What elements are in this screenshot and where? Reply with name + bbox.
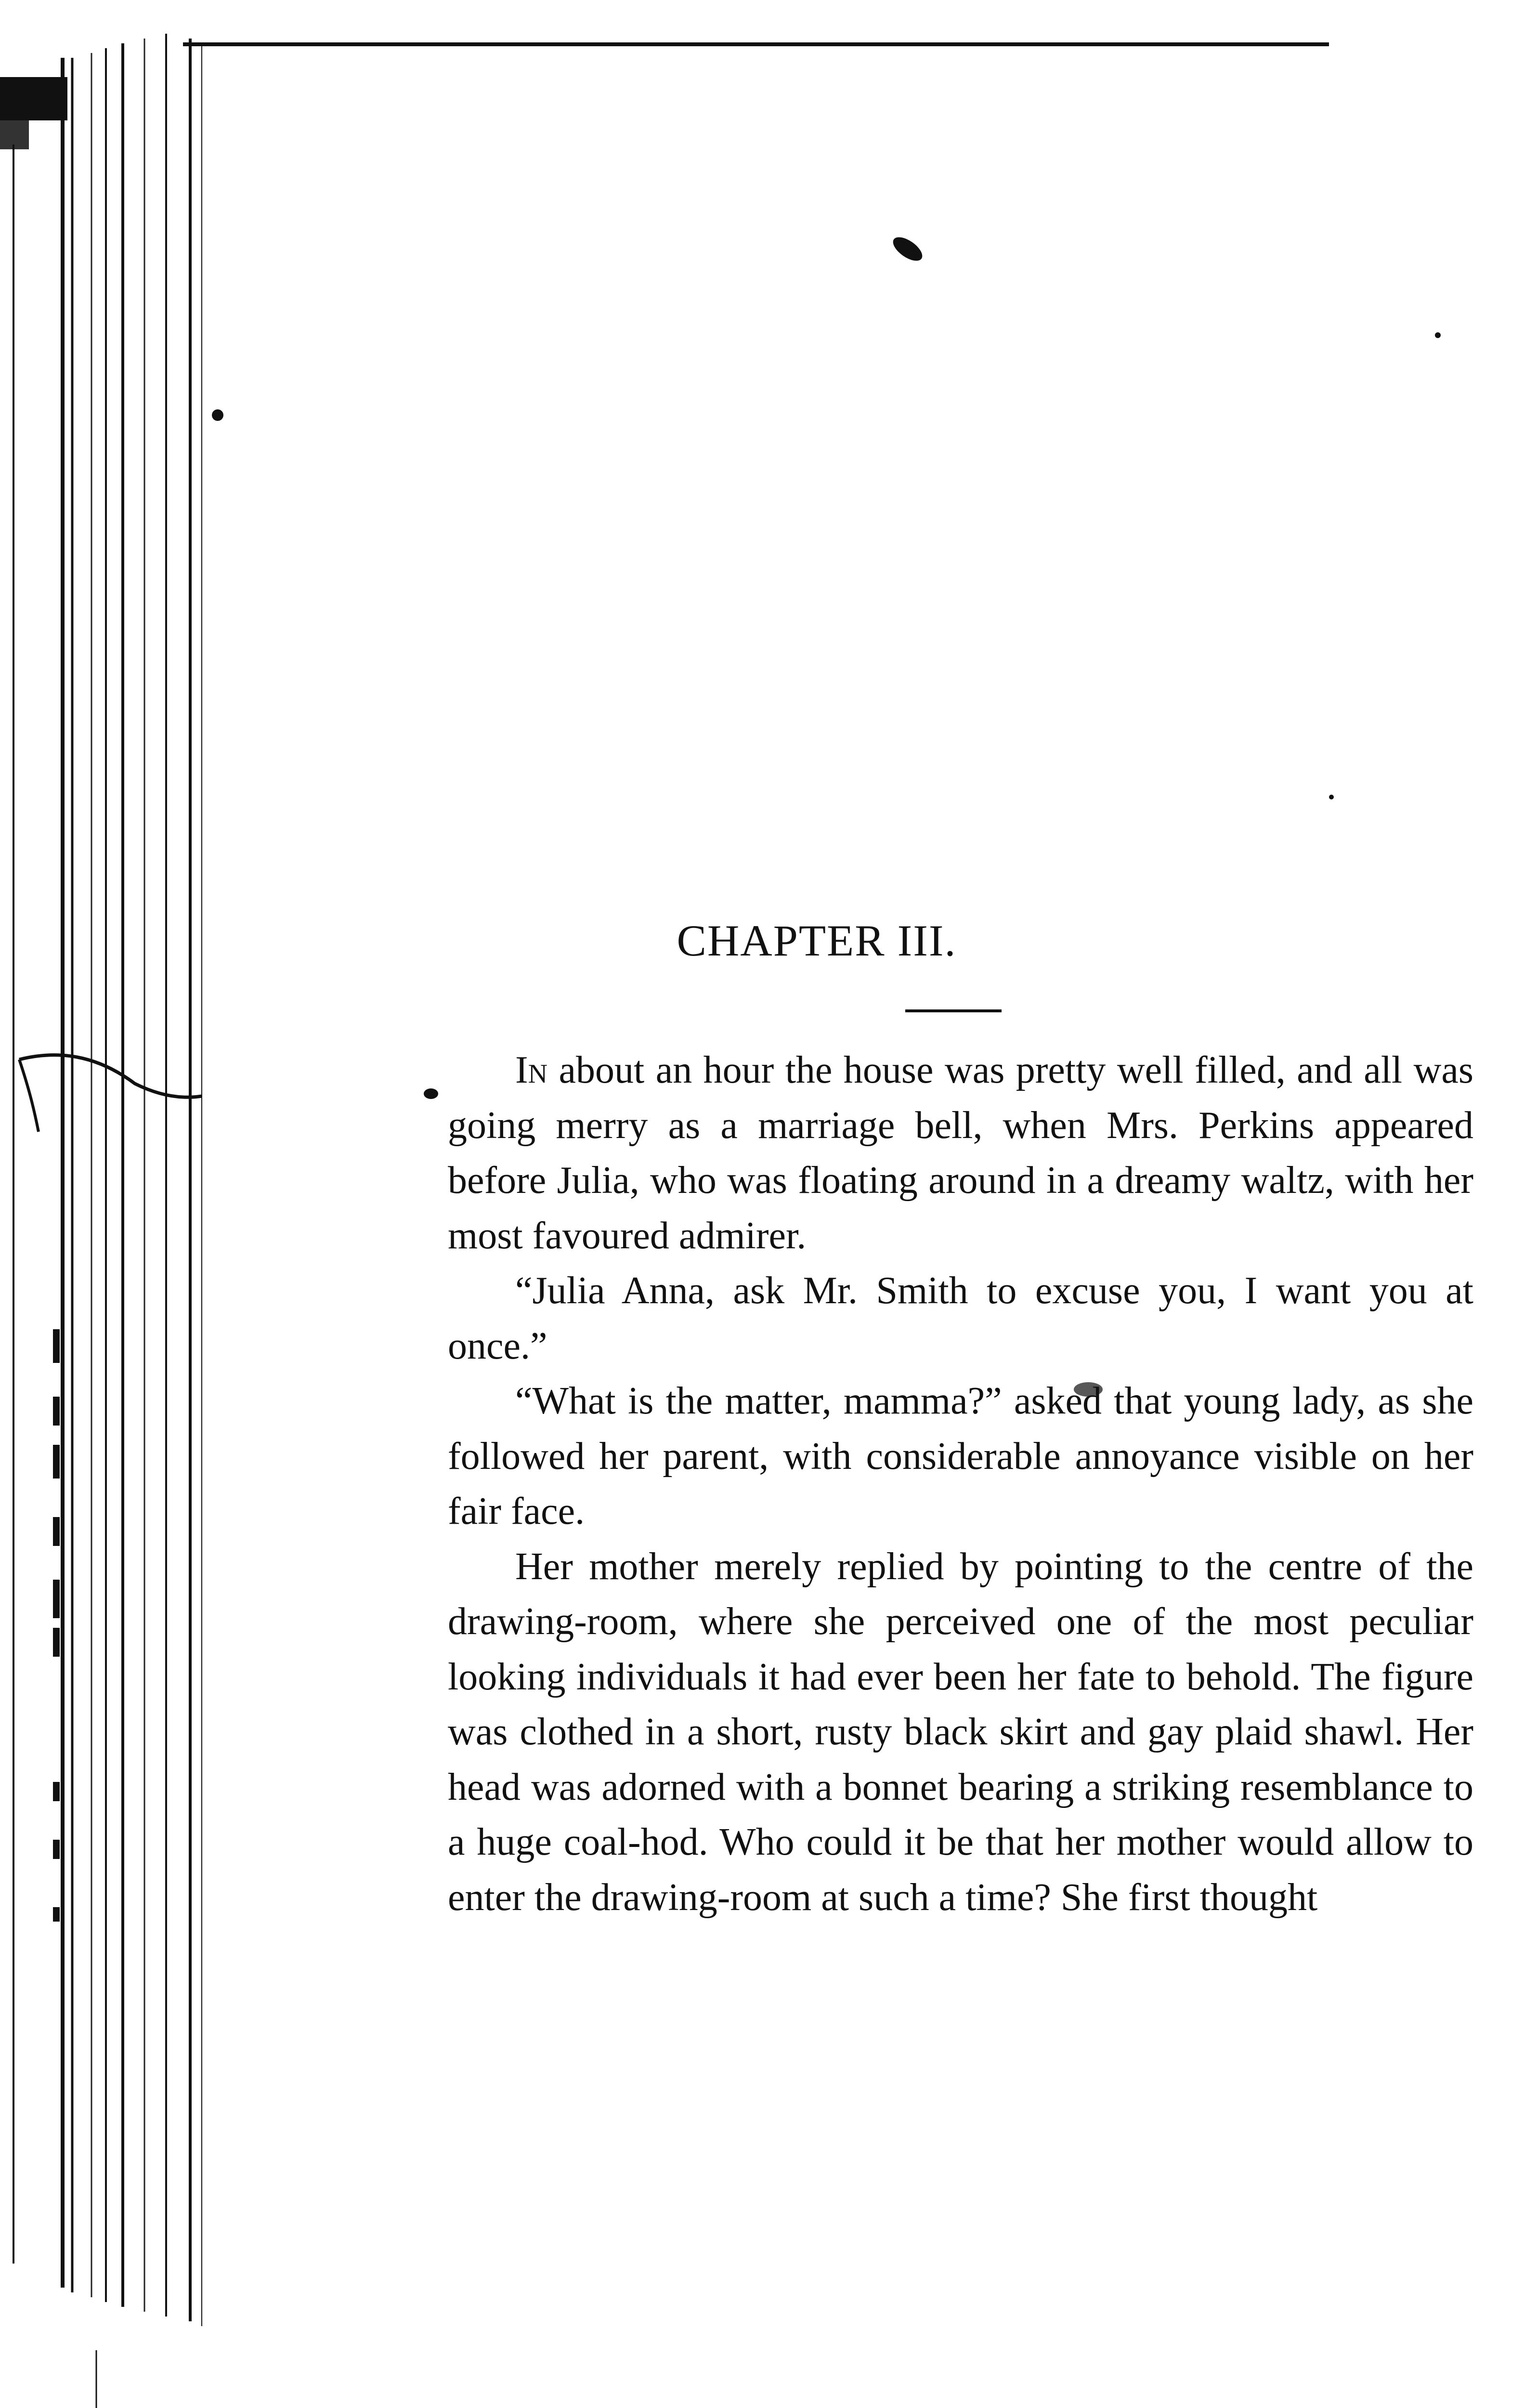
ink-speck (212, 409, 223, 421)
bottom-page-edge (0, 2350, 1537, 2408)
top-edge-rule (183, 42, 1329, 46)
ink-speck (1435, 332, 1441, 338)
ink-speck (889, 233, 926, 265)
chapter-body (448, 1043, 1473, 1925)
paragraph-text: Her mother merely replied by pointing to the centre of the drawing-room, where she perceived one of the most peculiar looking individuals it had ever been her fate to behold. The figure was clothed in a short, rusty black skirt and gay plaid shawl. Her head was adorned with a bonnet bearing a striking resemblance to a huge coal-hod. Who could it be that her mother would allow to enter the drawing-room at such a time? She first thought (448, 1545, 1473, 1919)
paragraph-text: “What is the matter, mamma?” asked that young lady, as she followed her parent, with considerable annoyance visible on her fair face. (448, 1380, 1473, 1532)
chapter-title: CHAPTER III. (677, 916, 957, 965)
ink-speck (424, 1088, 438, 1099)
chapter-heading (0, 915, 1537, 966)
paragraph-lead: In (515, 1049, 548, 1091)
paragraph-text: “Julia Anna, ask Mr. Smith to excuse you, I want you at once.” (448, 1269, 1473, 1367)
paragraph (448, 1263, 1473, 1374)
paragraph-text: about an hour the house was pretty well filled, and all was going merry as a marriage bell, when Mrs. Perkins appeared before Julia, who was floating around in a dreamy waltz, with her most favoured admirer. (448, 1049, 1473, 1257)
paragraph (448, 1539, 1473, 1925)
paragraph (448, 1043, 1473, 1263)
paragraph (448, 1374, 1473, 1539)
ink-speck (1329, 795, 1334, 799)
chapter-title-rule (905, 1009, 1002, 1012)
binding-edge (0, 0, 202, 2408)
